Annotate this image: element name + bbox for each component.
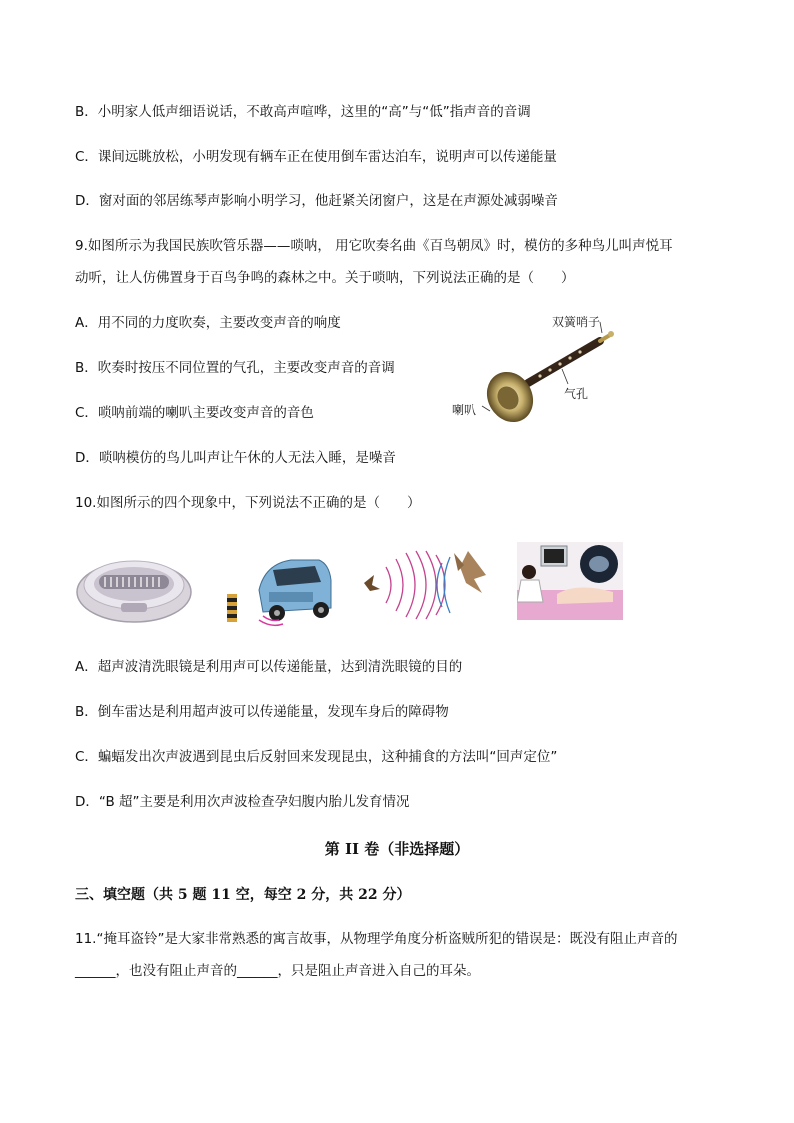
- b-ultrasound-image: [517, 542, 623, 620]
- parking-radar-image: [221, 550, 333, 628]
- suona-figure: [440, 305, 630, 435]
- q10-option-d: D．“B 超”主要是利用次声波检查孕妇腹内胎儿发育情况: [75, 794, 410, 810]
- q9-option-d: D．唢呐模仿的鸟儿叫声让午休的人无法入睡，是噪音: [75, 450, 396, 466]
- q10-option-c: C．蝙蝠发出次声波遇到昆虫后反射回来发现昆虫，这种捕食的方法叫“回声定位”: [75, 749, 558, 765]
- suona-label-hole: 气孔: [564, 387, 589, 401]
- q9-option-b: B．吹奏时按压不同位置的气孔，主要改变声音的音调: [75, 360, 395, 376]
- q8-option-d: D．窗对面的邻居练琴声影响小明学习，他赶紧关闭窗户，这是在声源处减弱噪音: [75, 193, 558, 209]
- fill-in-section-heading: 三、填空题（共 5 题 11 空，每空 2 分，共 22 分）: [75, 887, 411, 903]
- q10-option-b: B．倒车雷达是利用超声波可以传递能量，发现车身后的障碍物: [75, 704, 449, 720]
- q11-line1: 11.“掩耳盗铃”是大家非常熟悉的寓言故事，从物理学角度分析盗贼所犯的错误是：既没有阻止声音的: [75, 931, 678, 947]
- q9-stem-line1: 9.如图所示为我国民族吹管乐器——唢呐， 用它吹奏名曲《百鸟朝凤》时，模仿的多种鸟儿叫声悦耳: [75, 238, 673, 254]
- q10-option-a: A．超声波清洗眼镜是利用声可以传递能量，达到清洗眼镜的目的: [75, 659, 463, 675]
- ultrasonic-cleaner-image: [75, 545, 193, 625]
- q11-line2: ______，也没有阻止声音的______，只是阻止声音进入自己的耳朵。: [75, 963, 480, 979]
- q9-option-c: C．唢呐前端的喇叭主要改变声音的音色: [75, 405, 314, 421]
- q10-stem: 10.如图所示的四个现象中，下列说法不正确的是（ ）: [75, 495, 421, 511]
- bat-echolocation-image: [360, 545, 500, 625]
- q8-option-b: B．小明家人低声细语说话，不敢高声喧哗，这里的“高”与“低”指声音的音调: [75, 104, 531, 120]
- suona-label-horn: 喇叭: [452, 403, 477, 417]
- q9-option-a: A．用不同的力度吹奏，主要改变声音的响度: [75, 315, 341, 331]
- part-two-title: 第 II 卷（非选择题）: [324, 840, 470, 858]
- q9-stem-line2: 动听，让人仿佛置身于百鸟争鸣的森林之中。关于唢呐，下列说法正确的是（ ）: [75, 270, 575, 286]
- suona-label-reed: 双簧哨子: [552, 315, 601, 329]
- q8-option-c: C．课间远眺放松，小明发现有辆车正在使用倒车雷达泊车，说明声可以传递能量: [75, 149, 557, 165]
